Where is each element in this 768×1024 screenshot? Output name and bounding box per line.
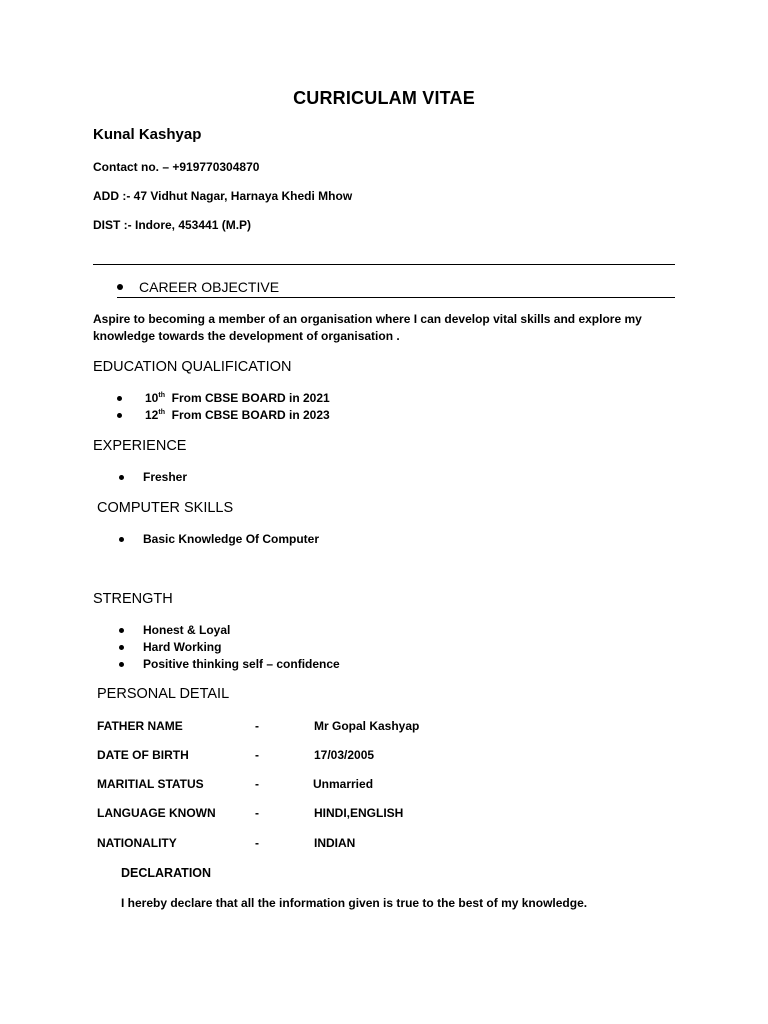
detail-separator: - [255,748,259,762]
detail-separator: - [255,806,259,820]
personal-detail-heading: PERSONAL DETAIL [97,686,230,702]
district: DIST :- Indore, 453441 (M.P) [93,218,252,232]
detail-value: Unmarried [313,777,374,791]
detail-label: NATIONALITY [97,836,177,850]
career-objective-underline [117,297,675,298]
detail-label: DATE OF BIRTH [97,748,189,762]
detail-value: Mr Gopal Kashyap [314,719,420,733]
detail-label: MARITIAL STATUS [97,777,204,791]
career-objective-text: Aspire to becoming a member of an organisation where I can develop vital skills and explore my knowledge towards the development of organisation . [93,312,642,343]
education-item [145,408,330,422]
detail-separator: - [255,777,259,791]
bullet-icon [117,396,122,401]
candidate-name: Kunal Kashyap [93,126,202,143]
education-item-text: From CBSE BOARD in 2023 [171,408,330,422]
computer-skills-heading: COMPUTER SKILLS [97,500,234,516]
detail-value: HINDI,ENGLISH [314,806,404,820]
address: ADD :- 47 Vidhut Nagar, Harnaya Khedi Mhow [93,189,353,203]
experience-item: Fresher [143,470,188,484]
strength-item: Hard Working [143,640,222,654]
declaration-heading: DECLARATION [121,866,212,880]
bullet-icon [119,537,124,542]
strength-item: Positive thinking self – confidence [143,657,340,671]
education-grade-suffix: th [158,409,165,416]
education-grade-suffix: th [158,392,165,399]
strength-heading: STRENGTH [93,591,173,607]
bullet-icon [119,662,124,667]
detail-value: INDIAN [314,836,356,850]
bullet-icon [119,475,124,480]
declaration-text: I hereby declare that all the information given is true to the best of my knowledge. [121,896,588,910]
experience-heading: EXPERIENCE [93,438,187,454]
detail-label: LANGUAGE KNOWN [97,806,216,820]
bullet-icon [119,645,124,650]
education-item [145,391,330,405]
detail-separator: - [255,719,259,733]
computer-skill-item: Basic Knowledge Of Computer [143,532,320,546]
detail-value: 17/03/2005 [314,748,375,762]
education-grade: 10 [145,391,159,405]
education-grade: 12 [145,408,159,422]
detail-label: FATHER NAME [97,719,183,733]
bullet-icon [117,284,123,290]
bullet-icon [117,413,122,418]
education-heading: EDUCATION QUALIFICATION [93,359,292,375]
career-objective-heading: CAREER OBJECTIVE [139,279,280,295]
contact-number: Contact no. – +919770304870 [93,160,260,174]
horizontal-divider [93,264,675,265]
bullet-icon [119,628,124,633]
education-item-text: From CBSE BOARD in 2021 [171,391,330,405]
document-title: CURRICULAM VITAE [293,88,475,108]
detail-separator: - [255,836,259,850]
strength-item: Honest & Loyal [143,623,231,637]
